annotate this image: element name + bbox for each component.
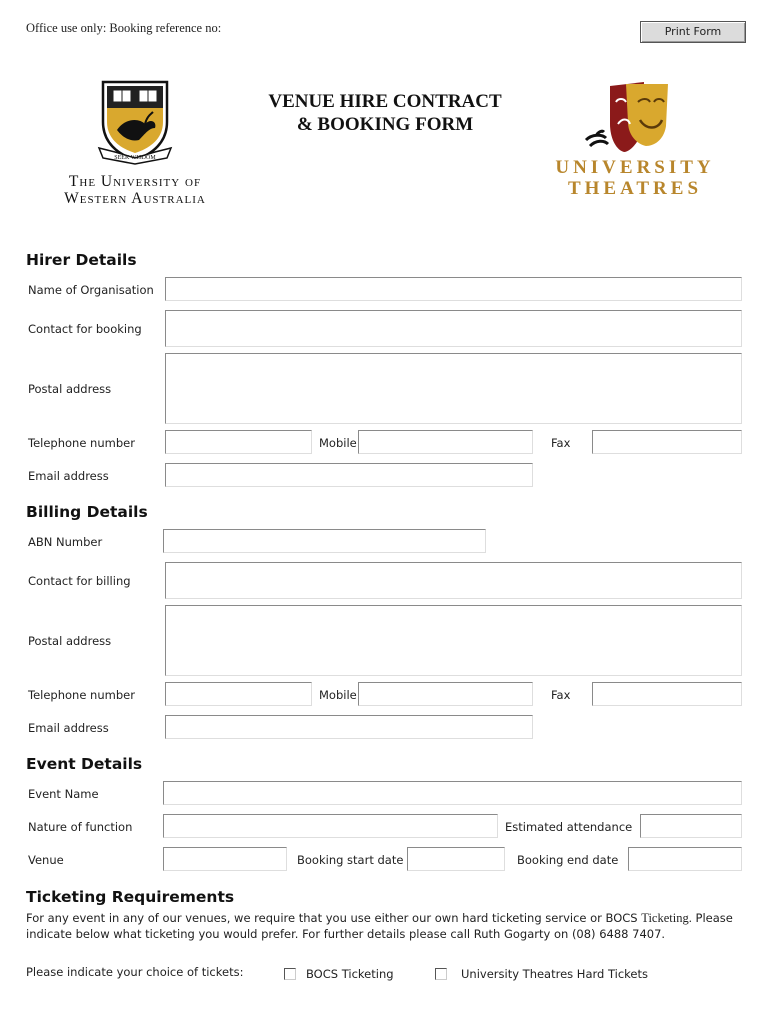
hirer-telephone-field[interactable] <box>165 430 312 454</box>
ut-name-line2: THEATRES <box>567 178 703 199</box>
billing-details-heading: Billing Details <box>26 503 148 521</box>
uwa-name-line1: The University of <box>68 173 202 190</box>
ticketing-para-part2: Please indicate below what ticketing you would prefer. For further details please call Ruth Gogarty on (08) 6488 7407. <box>26 911 733 941</box>
ticketing-heading: Ticketing Requirements <box>26 888 235 906</box>
bocs-ticketing-label: BOCS Ticketing <box>306 967 394 981</box>
hirer-telephone-label: Telephone number <box>28 436 135 450</box>
event-attendance-field[interactable] <box>640 814 742 838</box>
hirer-mobile-label: Mobile <box>319 436 357 450</box>
billing-mobile-label: Mobile <box>319 688 357 702</box>
billing-telephone-field[interactable] <box>165 682 312 706</box>
event-attendance-label: Estimated attendance <box>505 820 633 834</box>
event-name-field[interactable] <box>163 781 742 805</box>
bocs-ticketing-checkbox[interactable] <box>284 968 296 980</box>
billing-mobile-field[interactable] <box>358 682 533 706</box>
theatre-masks-logo <box>582 80 672 160</box>
hirer-email-label: Email address <box>28 469 109 483</box>
uwa-crest-logo <box>95 78 175 166</box>
hirer-details-heading: Hirer Details <box>26 251 137 269</box>
ticketing-instructions <box>26 910 756 942</box>
ticketing-para-part1: For any event in any of our venues, we require that you use either our own hard ticketing service or BOCS <box>26 911 642 925</box>
ut-name-line1: UNIVERSITY <box>555 157 715 178</box>
hirer-mobile-field[interactable] <box>358 430 533 454</box>
svg-text:SEEK WISDOM: SEEK WISDOM <box>114 155 156 161</box>
billing-postal-label: Postal address <box>28 634 112 648</box>
hirer-email-field[interactable] <box>165 463 533 487</box>
booking-end-label: Booking end date <box>517 853 619 867</box>
billing-contact-field[interactable] <box>165 562 742 599</box>
hirer-fax-label: Fax <box>551 436 571 450</box>
hirer-organisation-label: Name of Organisation <box>28 283 154 297</box>
billing-contact-label: Contact for billing <box>28 574 131 588</box>
event-details-heading: Event Details <box>26 755 143 773</box>
booking-start-field[interactable] <box>407 847 505 871</box>
uwa-name-line2: Western Australia <box>64 190 206 207</box>
event-nature-label: Nature of function <box>28 820 133 834</box>
billing-telephone-label: Telephone number <box>28 688 135 702</box>
hirer-fax-field[interactable] <box>592 430 742 454</box>
hirer-postal-field[interactable] <box>165 353 742 424</box>
billing-abn-label: ABN Number <box>28 535 103 549</box>
billing-abn-field[interactable] <box>163 529 486 553</box>
event-venue-field[interactable] <box>163 847 287 871</box>
billing-email-label: Email address <box>28 721 109 735</box>
office-use-label: Office use only: Booking reference no: <box>26 21 222 35</box>
hirer-contact-label: Contact for booking <box>28 322 142 336</box>
ticket-choice-label: Please indicate your choice of tickets: <box>26 965 244 979</box>
form-title-line2: & BOOKING FORM <box>296 114 474 135</box>
hard-tickets-label: University Theatres Hard Tickets <box>461 967 648 981</box>
hirer-organisation-field[interactable] <box>165 277 742 301</box>
booking-start-label: Booking start date <box>297 853 404 867</box>
hard-tickets-checkbox[interactable] <box>435 968 447 980</box>
booking-end-field[interactable] <box>628 847 742 871</box>
billing-postal-field[interactable] <box>165 605 742 676</box>
billing-email-field[interactable] <box>165 715 533 739</box>
billing-fax-field[interactable] <box>592 682 742 706</box>
hirer-contact-field[interactable] <box>165 310 742 347</box>
event-venue-label: Venue <box>28 853 64 867</box>
event-nature-field[interactable] <box>163 814 498 838</box>
billing-fax-label: Fax <box>551 688 571 702</box>
hirer-postal-label: Postal address <box>28 382 112 396</box>
form-title-line1: VENUE HIRE CONTRACT <box>268 91 502 112</box>
print-form-button[interactable]: Print Form <box>640 21 746 43</box>
ticketing-para-serif: Ticketing. <box>641 911 692 925</box>
event-name-label: Event Name <box>28 787 99 801</box>
